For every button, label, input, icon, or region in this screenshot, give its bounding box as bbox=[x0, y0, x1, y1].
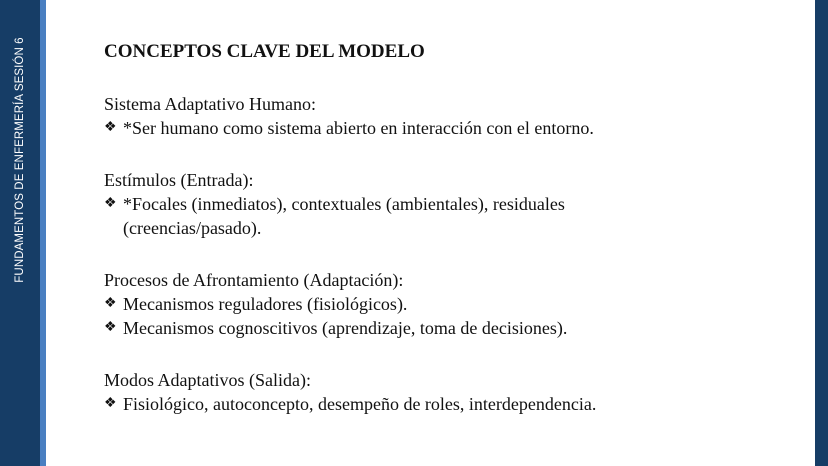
list-item: ❖ Fisiológico, autoconcepto, desempeño de roles, interdependencia. bbox=[104, 394, 597, 414]
section-coping-processes bbox=[104, 268, 623, 340]
diamond-bullet-icon: ❖ bbox=[104, 320, 117, 335]
section-heading: Estímulos (Entrada): bbox=[104, 170, 254, 190]
section-heading: Modos Adaptativos (Salida): bbox=[104, 370, 311, 390]
diamond-bullet-icon: ❖ bbox=[104, 396, 117, 411]
slide-content bbox=[104, 40, 623, 416]
slide-title: CONCEPTOS CLAVE DEL MODELO bbox=[104, 41, 425, 62]
section-human-system bbox=[104, 92, 623, 140]
section-heading: Procesos de Afrontamiento (Adaptación): bbox=[104, 270, 404, 290]
section-heading: Sistema Adaptativo Humano: bbox=[104, 94, 316, 114]
right-sidebar-bar bbox=[815, 0, 828, 466]
list-item: ❖ *Focales (inmediatos), contextuales (ambientales), residuales (creencias/pasado). bbox=[104, 194, 565, 238]
diamond-bullet-icon: ❖ bbox=[104, 196, 117, 211]
left-accent-stripe bbox=[40, 0, 46, 466]
list-item: ❖ Mecanismos cognoscitivos (aprendizaje, toma de decisiones). bbox=[104, 318, 568, 338]
section-adaptive-modes bbox=[104, 368, 623, 416]
course-session-label: FUNDAMENTOS DE ENFERMERÍA SESIÓN 6 bbox=[14, 37, 26, 283]
diamond-bullet-icon: ❖ bbox=[104, 120, 117, 135]
section-stimuli bbox=[104, 168, 623, 240]
list-item: ❖ *Ser humano como sistema abierto en interacción con el entorno. bbox=[104, 118, 594, 138]
diamond-bullet-icon: ❖ bbox=[104, 296, 117, 311]
list-item: ❖ Mecanismos reguladores (fisiológicos). bbox=[104, 294, 408, 314]
